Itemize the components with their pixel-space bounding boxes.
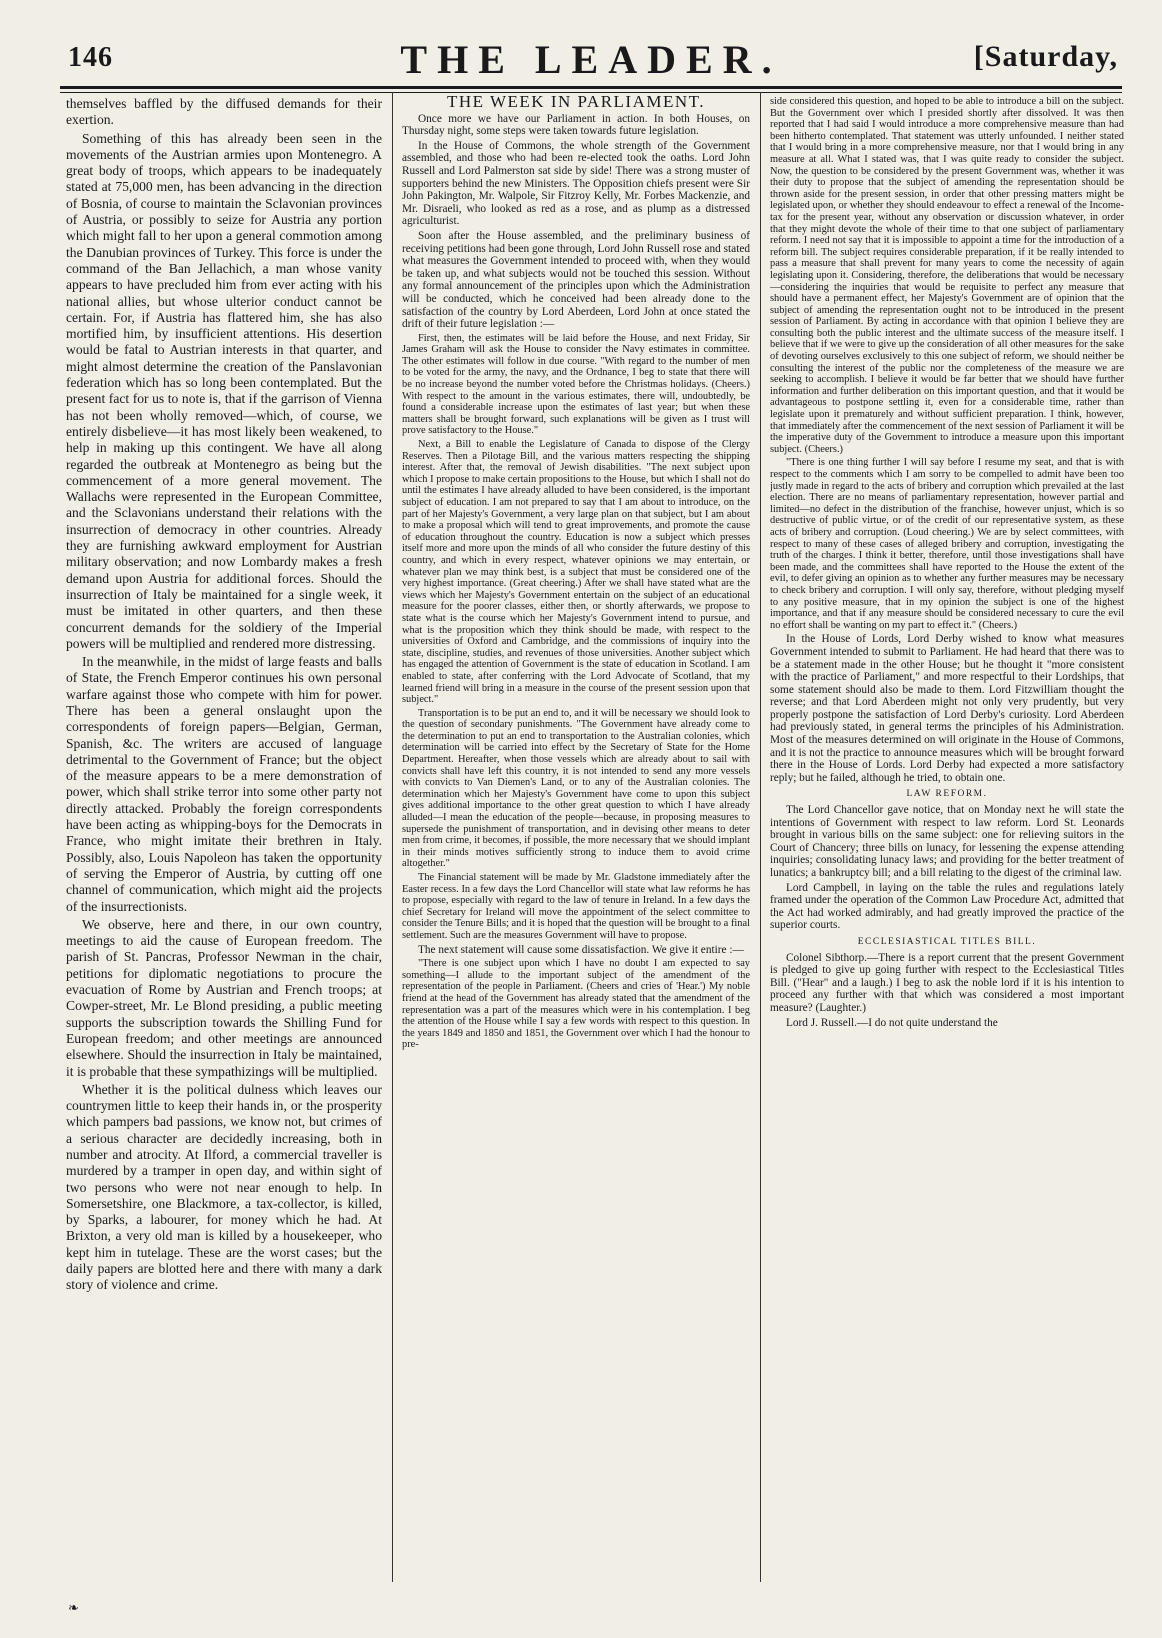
- subsection-heading: ECCLESIASTICAL TITLES BILL.: [857, 936, 1037, 947]
- speech-paragraph: "There is one thing further I will say before I resume my seat, and that is with respect to the comments which I am sorry to be compelled to admit have been too justly made in regard to the acts of bribery and corruption which prevailed at the last election. There are no means of parliamentary representation, however partial and limited—no defect in the distribution of the franchise, however unjust, which is so destructive of public virtue, or of the credit of our representative system, as these acts of bribery and corruption. (Loud cheering.) We are by select committees, with respect to many of these cases of alleged bribery and corruption, investigating the truth of the charges. I think it better, therefore, until those investigations shall have been made, and the committees shall have reported to the House the extent of the evil, to defer giving an opinion as to whether any further measures may be necessary to check bribery and corruption. I will only say, therefore, without pledging myself to any positive measure, that in my opinion the subject is one of the highest importance, and that if any measure should be considered necessary to cure the evil no effort shall be wanting on my part to effect it." (Cheers.): [770, 457, 1124, 631]
- article-paragraph: We observe, here and there, in our own country, meetings to aid the cause of European freedom. The parish of St. Pancras, Professor Newman in the chair, petitions for diplomatic negotiations to procure the evacuation of Rome by Austrian and French troops; at Cowper-street, Mr. Le Blond presiding, a public meeting supports the subscription towards the Shilling Fund for European freedom; and other meetings are announced elsewhere. Should the insurrection in Italy be maintained, it is probable that these sympathizings will be multiplied.: [66, 916, 382, 1079]
- article-paragraph: In the House of Lords, Lord Derby wished to know what measures Government intended to submit to Parliament. He had heard that there was to be a statement made in the other House; but he thought it "more consistent with the practice of Parliament," and more respectful to their Lordships, that some statement should also be made to them. Lord Fitzwilliam thought the reverse; and that Lord Aberdeen might not only very prudently, but very properly postpone the satisfaction of Lord Derby's curiosity. Lord Aberdeen had previously stated, in general terms the principles of his Administration. Most of the measures determined on will originate in the House of Commons, and it is not the practice to announce measures which will be brought forward there in the House of Lords. Lord Derby had expected a more satisfactory reply; but he failed, although he tried, to obtain one.: [770, 633, 1124, 784]
- speech-paragraph: "There is one subject upon which I have no doubt I am expected to say something—I allude to the important subject of the amendment of the representation of the people in Parliament. (Cheers and cries of 'Hear.') My noble friend at the head of the Government has already stated that the amendment of the representation was a part of the measures which were in his contemplation. I beg the attention of the House while I say a few words with respect to this question. In the years 1849 and 1850 and 1851, the Government over which I had the honour to pre-: [402, 958, 750, 1051]
- column-right: [770, 96, 1124, 1596]
- subsection-heading: LAW REFORM.: [906, 789, 988, 800]
- masthead-rule-thick: [60, 86, 1122, 89]
- article-paragraph: Lord Campbell, in laying on the table the rules and regulations lately framed under the operation of the Common Law Procedure Act, admitted that the Act had worked admirably, and had greatly improved the practice of the superior courts.: [770, 881, 1124, 932]
- newspaper-title: THE LEADER.: [400, 37, 782, 82]
- article-paragraph: The next statement will cause some dissatisfaction. We give it entire :—: [418, 943, 744, 956]
- masthead: [60, 30, 1122, 86]
- article-paragraph: Lord J. Russell.—I do not quite understand the: [786, 1016, 998, 1029]
- article-paragraph: The Lord Chancellor gave notice, that on Monday next he will state the intentions of Government with respect to law reform. Lord St. Leonards brought in various bills on the same subject: one for relieving suitors in the Court of Chancery; three bills on lunacy, for lessening the expense attending inquiries; consolidating lunacy laws; and providing for the better treatment of lunatics; a bankruptcy bill; and a bill relating to the digest of the criminal law.: [770, 804, 1124, 879]
- column-left: [66, 96, 382, 1596]
- page-ornament-icon: ❧: [68, 1600, 79, 1615]
- speech-paragraph: First, then, the estimates will be laid before the House, and next Friday, Sir James Graham will ask the House to consider the Navy estimates in committee. The other estimates will follow in due course. "With regard to the number of men to be voted for the army, the navy, and the Ordnance, I beg to state that there will be no increase beyond the number voted before the Christmas holidays. (Cheers.) With respect to the amount in the various estimates, there will, undoubtedly, be found a considerable increase upon the estimates of last year; but when these matters shall be brought forward, such explanations will be given as I trust will prove satisfactory to the House.": [402, 332, 750, 437]
- speech-paragraph: side considered this question, and hoped to be able to introduce a bill on the subject. But the Government over which I presided shortly after dissolved. It was then reported that I had said I would introduce a more comprehensive measure than had been hitherto contemplated. That statement was utterly unfounded. I neither stated that I would bring in a more comprehensive measure, nor that I would bring in any measure at all. What I stated was, that I was quite ready to consider the subject. Now, the question to be considered by the present Government was, whether it was their duty to propose that the subject of amending the representation should be thrown aside for the present session, in order that other pressing matters might be legislated upon, or whether they should endeavour to effect a renewal of the Income-tax for the present year, without any observation or discussion whatever, in order that they might devote the whole of their time to that one subject of parliamentary reform. I need not say that it is impossible to appoint a time for the introduction of a reform bill. The subject requires considerable preparation, if it be really intended to pass a measure that shall prevent for many years to come the necessity of again legislating upon it. Considering, therefore, the deliberations that would be necessary—considering the inquiries that would be requisite to perfect any measure that should have a permanent effect, her Majesty's Government are of opinion that the subject of amending the representation ought not to be introduced in the present session of Parliament. By acting in accordance with that opinion I believe they are consulting both the public interest and the ultimate success of the measure itself. I believe that if we were to give up the consideration of all other measures for the sake of devoting ourselves exclusively to this one subject of reform, we should neither be consulting the interest of the public nor the completeness of the measure we are seeking to accomplish. I believe it would be far better that we should have further information and further deliberation on this important question, and that it would be advantageous to postpone settling it, even for a considerable time, rather than legislate upon it prematurely and without sufficient preparation. I think, however, that immediately after the commencement of the next session of Parliament it will be the imperative duty of the Government to introduce a measure upon this important subject. (Cheers.): [770, 96, 1124, 455]
- section-heading: THE WEEK IN PARLIAMENT.: [447, 96, 705, 111]
- article-paragraph: In the meanwhile, in the midst of large feasts and balls of State, the French Emperor continues his own personal warfare against those who compete with him for power. There has been a general onslaught upon the correspondents of foreign papers—Belgian, German, Spanish, &c. The writers are accused of language detrimental to the Government of France; but the object of the measure appears to be a mere demonstration of power, which shall strike terror into some other party not directly attacked. Probably the foreign correspondents have been acting as whipping-boys for the Democrats in France, who might imitate their brethren in Italy. Possibly, also, Louis Napoleon has taken the opportunity of serving the Emperor of Austria, by cutting off one channel of communication, which might aid the projects of the insurrectionists.: [66, 654, 382, 914]
- article-paragraph: In the House of Commons, the whole strength of the Government assembled, and those who had been re-elected took the oaths. Lord John Russell and Lord Palmerston sat side by side! There was a strong muster of supporters behind the new Ministers. The Opposition chiefs present were Sir John Pakington, Mr. Walpole, Sir Fitzroy Kelly, Mr. Forbes Mackenzie, and Mr. Disraeli, who looked as red as a rose, and as plump as a distressed agriculturist.: [402, 139, 750, 228]
- column-divider: [392, 92, 393, 1582]
- article-paragraph: Soon after the House assembled, and the preliminary business of receiving petitions had been gone through, Lord John Russell rose and stated what measures the Government intended to proceed with, when they would be taken up, and what subjects would not be touched this session. Without any formal announcement of the principles upon which the Administration will be conducted, which he conceived had been already done to the satisfaction of the country by Lord Aberdeen, Lord John at once stated the drift of their future legislation :—: [402, 229, 750, 331]
- issue-day: [Saturday,: [973, 40, 1118, 73]
- article-paragraph: Something of this has already been seen in the movements of the Austrian armies upon Montenegro. A great body of troops, which appears to be inadequately stated at 75,000 men, has been advancing in the direction of Bosnia, of course to maintain the Sclavonian provinces of Austria, or possibly to seize for Austria any portion which might fall to her upon a general commotion among the Danubian provinces of Turkey. This force is under the command of the Ban Jellachich, a man whose vanity appears to have precluded him from ever acting with his national allies, but whose ulterior conduct cannot be certain. For, if Austria has flattered him, she has also mortified him, by insufficient attentions. His desertion would be fatal to Austrian interests in that quarter, and might almost determine the creation of the Panslavonian federation which has so long been contemplated. But the present fact for us to note is, that if the garrison of Vienna has not been wholly removed—which, of course, we entirely disbelieve—it has most likely been weakened, to help in making up this contingent. We have all along regarded the outbreak at Montenegro as being but the commencement of a more general movement. The Wallachs were represented in the European Committee, and the Sclavonians understand their relations with the insurrection of democracy in other countries. Already they are furnishing awkward employment for Austrian military observation; and now Lombardy makes a fresh demand upon Austria for additional forces. Should the insurrection of Italy be maintained for a single week, it must be imitated in other quarters, and then these concurrent demands for the soldiery of the Imperial powers will be multiplied and rendered more distressing.: [66, 130, 382, 651]
- masthead-rule-thin: [60, 92, 1122, 93]
- speech-paragraph: The Financial statement will be made by Mr. Gladstone immediately after the Easter recess. In a few days the Lord Chancellor will state what law reforms he has to propose, especially with regard to the law of tenure in Ireland. In a few days the chief Secretary for Ireland will move the appointment of the select committee to consider the Tenure Bills; and it is hoped that the question will be brought to a final settlement. Such are the measures Government will have to propose.: [402, 872, 750, 941]
- page-number: 146: [68, 42, 113, 73]
- speech-paragraph: Next, a Bill to enable the Legislature of Canada to dispose of the Clergy Reserves. Then a Pilotage Bill, and the various matters respecting the shipping interest. After that, the removal of Jewish disabilities. "The next subject upon which I propose to make certain propositions to the House, but which I shall not do until the estimates I have already alluded to have been considered, is the important subject of education. I am not prepared to say that I am about to introduce, on the part of her Majesty's Government, a very large plan on that subject, but I am about to make a proposal which will tend to great improvements, and promote the cause of education throughout the country. Education is now a subject which presses itself more and more upon the minds of all who consider the future destiny of this country, and which in every respect, whatever opinions we may entertain, or whatever plan we may think best, is a subject that must be considered one of the very highest importance. (Great cheering.) After we shall have stated what are the views which her Majesty's Government entertain on the subject of an educational measure for the poorer classes, either then, or shortly afterwards, we propose to state what is the course which her Majesty's Government intend to pursue, and what is the proposition which they think should be made, with respect to the universities of Oxford and Cambridge, and the commissions of inquiry into the state, discipline, studies, and revenues of those universities. Another subject which has engaged the attention of Government is the state of education in Scotland. I am enabled to state, after conferring with the Lord Advocate of Scotland, that my learned friend will bring in a measure in the course of the present session upon that subject.": [402, 439, 750, 706]
- column-divider: [760, 92, 761, 1582]
- article-paragraph: themselves baffled by the diffused demands for their exertion.: [66, 96, 382, 128]
- article-paragraph: Once more we have our Parliament in action. In both Houses, on Thursday night, some steps were taken towards future legislation.: [402, 112, 750, 138]
- article-paragraph: Whether it is the political dulness which leaves our countrymen little to keep their hands in, or the prosperity which pampers bad passions, we know not, but crimes of a serious character are decidedly increasing, both in number and atrocity. At Ilford, a commercial traveller is murdered by a tramper in open day, and within sight of two persons who were not near enough to help. In Somersetshire, one Blackmore, a tax-collector, is killed, by Sparks, a labourer, for money which he had. At Brixton, a very old man is killed by a housekeeper, who kept him in tutelage. These are the worst cases; but the daily papers are blotted here and there with many a dark story of violence and crime.: [66, 1081, 382, 1293]
- article-paragraph: Colonel Sibthorp.—There is a report current that the present Government is pledged to give up going further with respect to the Ecclesiastical Titles Bill. ("Hear" and a laugh.) I beg to ask the noble lord if it is his intention to proceed any further with that which was considered a most important measure? (Laughter.): [770, 951, 1124, 1014]
- speech-paragraph: Transportation is to be put an end to, and it will be necessary we should look to the question of secondary punishments. "The Government have already come to the determination to put an end to transportation to the Australian colonies, which determination will be carried into effect by the Secretary of State for the Home Department. Hereafter, when those vessels which are already about to sail with convicts shall have left this country, it is not intended to send any more vessels with convicts to Van Diemen's Land, or to any of the Australian colonies. The determination which her Majesty's Government have come to upon this subject gives additional importance to the other great question to which I have already alluded—I mean the education of the people—because, in proposing measures to supersede the punishment of transportation, and in devising other means to deter men from crime, it becomes, if possible, the more necessary that we should implant in their minds motives sufficiently strong to induce them to avoid crime altogether.": [402, 707, 750, 870]
- column-middle: [402, 96, 750, 1596]
